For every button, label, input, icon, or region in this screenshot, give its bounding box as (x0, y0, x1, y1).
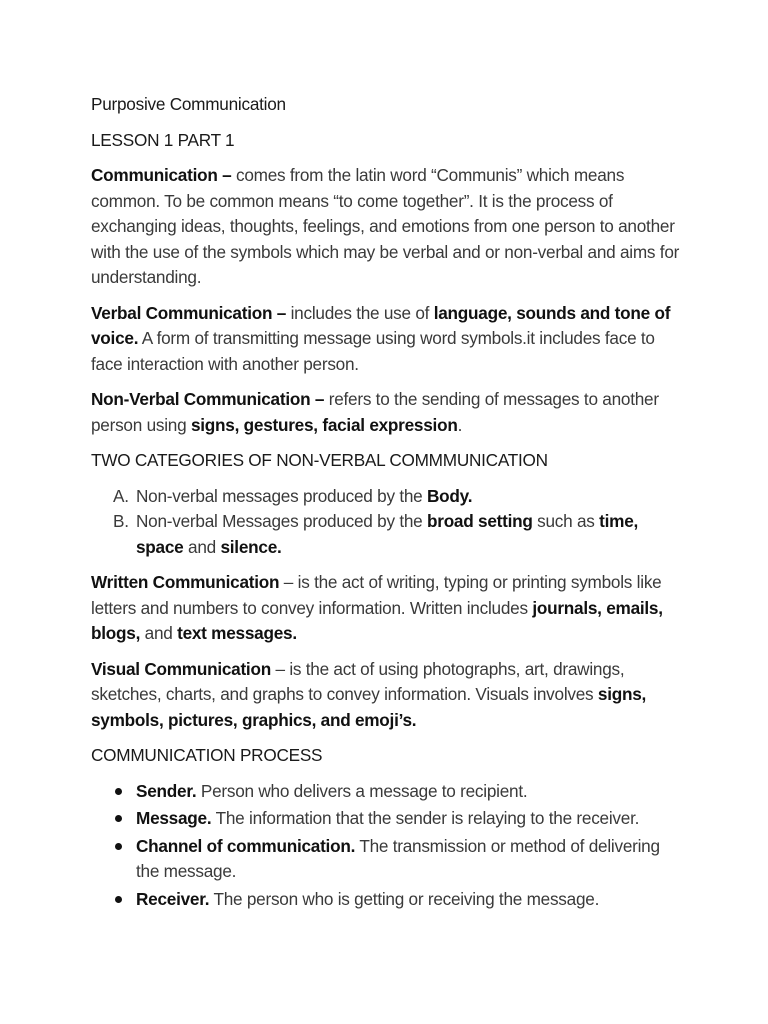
verbal-definition (91, 301, 681, 378)
verbal-text-2: A form of transmitting message using word symbols.it includes face to face interaction with another person. (91, 328, 655, 374)
bullet-icon (115, 843, 122, 850)
lesson-heading: LESSON 1 PART 1 (91, 129, 235, 150)
document-page (91, 92, 681, 914)
communication-term: Communication – (91, 165, 232, 185)
bullet-icon (115, 896, 122, 903)
process-list (91, 779, 681, 913)
list-item (91, 834, 681, 885)
document-title: Purposive Communication (91, 94, 286, 114)
verbal-bold-1: language, sounds and tone of voice. (91, 302, 671, 348)
list-item (91, 509, 681, 560)
list-item (91, 806, 681, 832)
communication-text: comes from the latin word “Communis” which means common. To be common means “to come together”. It is the process of exchanging ideas, thoughts, feelings, and emotions from one person to another with the use of the symbols which may be verbal and or non-verbal and aims for understanding. (91, 165, 680, 287)
category-b-bold-3: silence. (220, 536, 282, 557)
nonverbal-text-1: refers to the sending of messages to another person using (91, 389, 659, 435)
nonverbal-text-2: . (457, 414, 463, 435)
category-a-text: Non-verbal messages produced by the (136, 485, 427, 506)
written-bold-1: journals, emails, blogs, (91, 597, 663, 643)
process-text: The transmission or method of delivering the message. (136, 835, 660, 881)
process-text: Person who delivers a message to recipient. (196, 780, 528, 801)
process-text: The person who is getting or receiving the message. (209, 888, 600, 909)
list-item (91, 484, 681, 510)
category-b-text-1: Non-verbal Messages produced by the (136, 511, 427, 531)
list-marker: A. (113, 485, 129, 506)
visual-bold-1: signs, symbols, pictures, graphics, and emoji’s. (91, 684, 647, 730)
category-b-bold-1: broad setting (427, 511, 533, 531)
process-text: The information that the sender is relaying to the receiver. (211, 808, 640, 828)
category-b-text-2: such as (532, 511, 600, 531)
written-text-1: – is the act of writing, typing or printing symbols like letters and numbers to convey information. Written includes (91, 572, 662, 618)
written-bold-2: text messages. (177, 623, 297, 643)
category-b-bold-2: time, space (136, 511, 639, 557)
categories-list (91, 484, 681, 561)
bullet-icon (115, 815, 122, 822)
categories-heading: TWO CATEGORIES OF NON-VERBAL COMMMUNICATION (91, 450, 548, 470)
process-term: Receiver. (136, 888, 210, 909)
nonverbal-definition (91, 387, 681, 438)
bullet-icon (115, 788, 122, 795)
communication-definition (91, 163, 681, 291)
visual-text-1: – is the act of using photographs, art, drawings, sketches, charts, and graphs to convey information. Visuals involves (91, 658, 625, 704)
written-term: Written Communication (91, 572, 280, 592)
list-marker: B. (113, 511, 129, 531)
nonverbal-bold-1: signs, gestures, facial expression (190, 414, 458, 435)
written-definition (91, 570, 681, 647)
process-term: Channel of communication. (136, 835, 356, 856)
visual-definition (91, 657, 681, 734)
process-term: Message. (136, 808, 212, 828)
list-item (91, 887, 681, 913)
nonverbal-term: Non-Verbal Communication – (91, 389, 325, 409)
process-heading: COMMUNICATION PROCESS (91, 745, 323, 765)
category-a-bold: Body. (427, 485, 473, 506)
list-item (91, 779, 681, 805)
written-text-2: and (140, 623, 178, 643)
visual-term: Visual Communication (91, 658, 271, 679)
category-b-text-3: and (183, 536, 221, 557)
verbal-text-1: includes the use of (286, 302, 434, 323)
process-term: Sender. (136, 780, 197, 801)
verbal-term: Verbal Communication – (91, 302, 287, 323)
